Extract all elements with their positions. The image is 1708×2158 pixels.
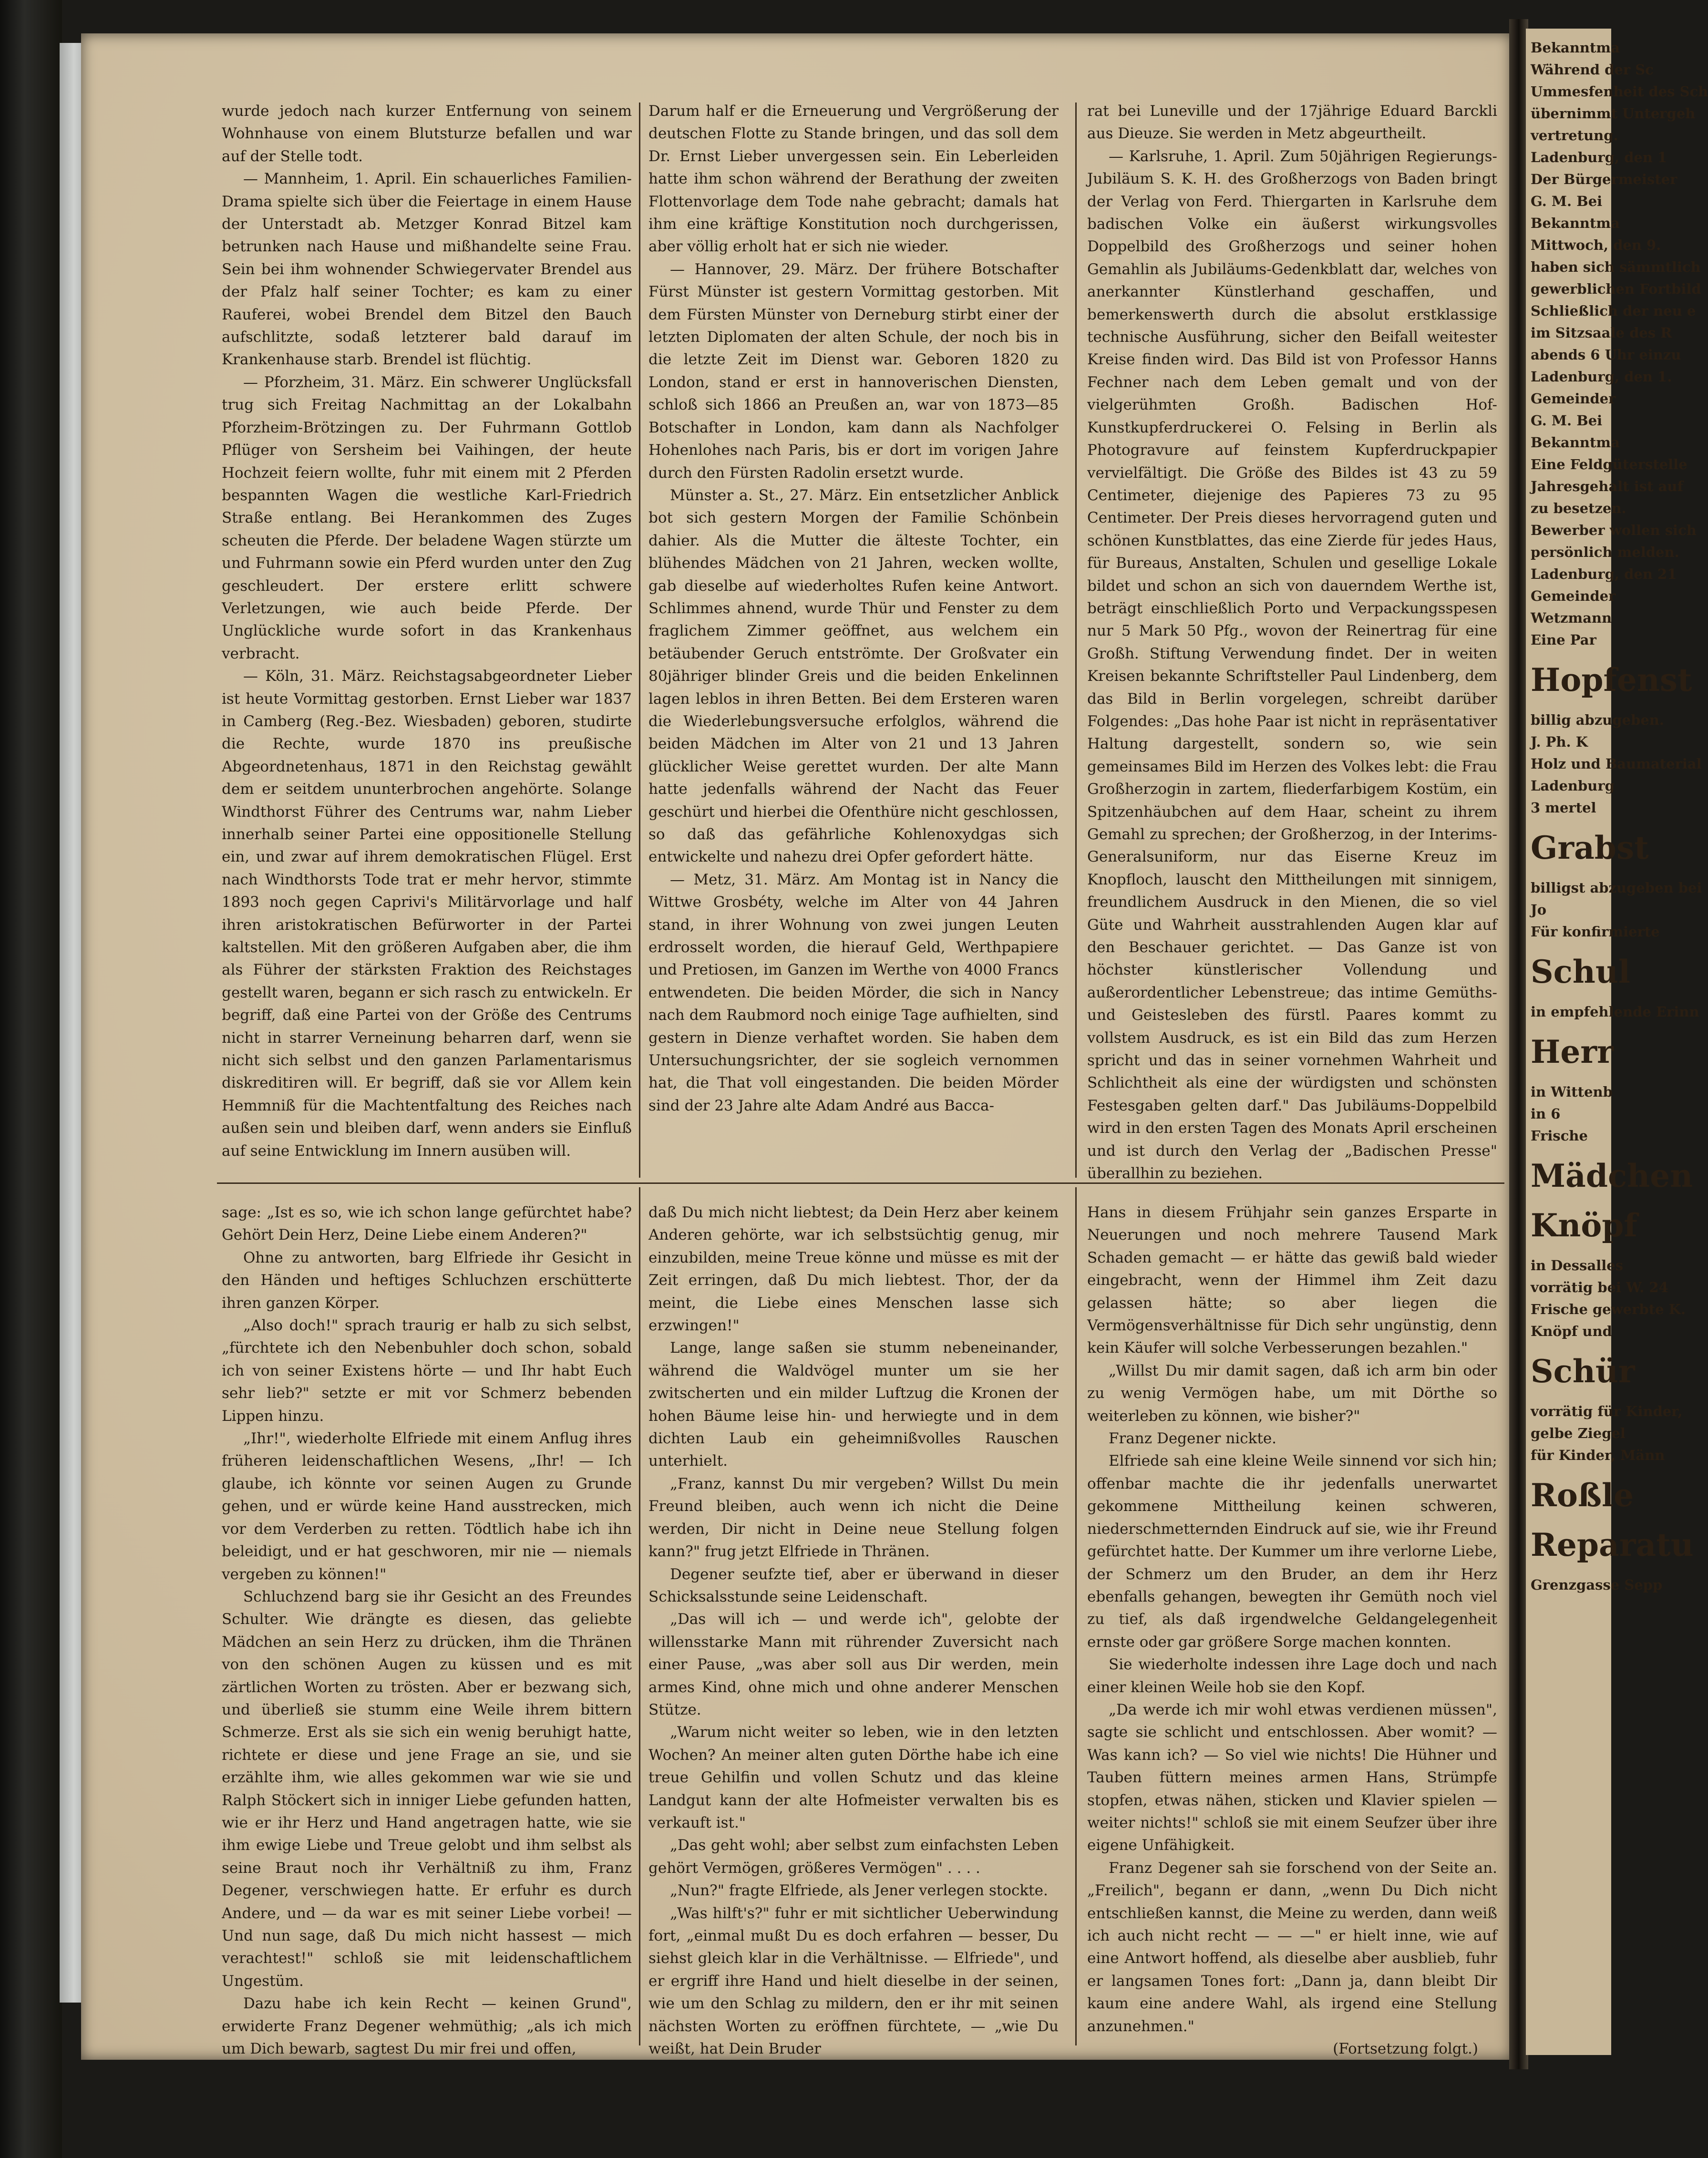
column-rule <box>639 1187 640 2045</box>
fragment-text: Eine Feldgüterstelle <box>1531 456 1687 473</box>
fragment-text: Knöpf und <box>1531 1323 1612 1339</box>
column-rule <box>1075 1187 1077 2045</box>
article-paragraph: — Pforzheim, 31. März. Ein schwerer Unglücksfall trug sich Freitag Nachmittag an der Lokalbahn Pforzheim-Brötzingen zu. Der Fuhrmann Gottlob Pflüger von Sersheim bei Vaihingen, der heute Hochzeit feiern wollte, fuhr mit einem mit 2 Pferden bespannten Wagen die westliche Karl-Friedrich Straße entlang. Bei Herankommen des Zuges scheuten die Pferde. Der beladene Wagen stürzte um und Fuhrmann sowie ein Pferd wurden unter den Zug geschleudert. Der erstere erlitt schwere Verletzungen, wie auch beide Pferde. Der Unglückliche wurde sofort in das Krankenhaus verbracht. <box>222 373 632 662</box>
fragment-text: Roßle <box>1531 1477 1634 1514</box>
fragment-text: persönlich melden. <box>1531 544 1679 560</box>
bottom-column-1 <box>222 1202 632 2058</box>
fragment-text: für Kinder, Männ <box>1531 1447 1665 1463</box>
fragment-text: Während der Sc <box>1531 62 1654 78</box>
fragment-text: vertretung. <box>1531 127 1618 144</box>
column-rule <box>639 103 640 1178</box>
fragment-text: vorrätig für Kinder, <box>1531 1403 1683 1419</box>
article-paragraph: „Da werde ich mir wohl etwas verdienen müssen", sagte sie schlicht und entschlossen. Aber womit? — Was kann ich? — So viel wie nichts! Die Hühner und Tauben füttern meines armen Hans, Strümpfe stopfen, etwas nähen, sticken und Klavier spielen — weiter nichts!" schloß sie mit einem Seufzer über ihre eigene Unfähigkeit. <box>1087 1701 1497 1854</box>
article-paragraph: wurde jedoch nach kurzer Entfernung von seinem Wohnhause von einem Blutsturze befallen und war auf der Stelle todt. <box>222 103 632 165</box>
article-paragraph: — Hannover, 29. März. Der frühere Botschafter Fürst Münster ist gestern Vormittag gestorben. Mit dem Fürsten Münster von Derneburg stirbt einer der letzten Diplomaten der alten Schule, der noch bis in die letzte Zeit im Dienst war. Geboren 1820 zu London, stand er erst in hannoverischen Diensten, schloß sich 1866 an Preußen an, war von 1873—85 Botschafter in London, kam dann als Nachfolger Hohenlohes nach Paris, bis er dort im vorigen Jahre durch den Fürsten Radolin ersetzt wurde. <box>648 260 1059 482</box>
article-paragraph: „Warum nicht weiter so leben, wie in den letzten Wochen? An meiner alten guten Dörthe habe ich eine treue Gehilfin und vollen Schutz und das kleine Landgut kann der alte Hofmeister verwalten bis es verkauft ist." <box>648 1724 1059 1831</box>
article-paragraph: Franz Degener nickte. <box>1109 1430 1277 1448</box>
article-paragraph: Dazu habe ich kein Recht — keinen Grund", erwiderte Franz Degener wehmüthig; „als ich mich um Dich bewarb, sagtest Du mir frei und offen, <box>222 1995 632 2058</box>
section-divider <box>217 1182 1504 1184</box>
fragment-text: G. M. Bei <box>1531 193 1603 209</box>
article-paragraph: „Ihr!", wiederholte Elfriede mit einem Anflug ihres früheren leidenschaftlichen Wesens, „Ihr! — Ich glaube, ich könnte vor seinen Augen zu Grunde gehen, und er würde keine Hand ausstrecken, mich vor dem Verderben zu retten. Tödtlich habe ich ihn beleidigt, und er hat geschworen, mir nie — niemals vergeben zu können!" <box>222 1430 632 1583</box>
article-paragraph: Franz Degener sah sie forschend von der Seite an. „Freilich", begann er dann, „wenn Du Dich nicht entschließen kannst, die Meine zu werden, dann weiß ich auch nicht recht — — —" er hielt inne, wie auf eine Antwort hoffend, als dieselbe aber ausblieb, fuhr er langsamen Tones fort: „Dann ja, dann bleibt Dir kaum eine andere Wahl, als irgend eine Stellung anzunehmen." <box>1087 1859 1497 2035</box>
fragment-text: Bekanntma <box>1531 40 1620 56</box>
adjacent-page-edge <box>1526 29 1708 2055</box>
article-paragraph: Sie wiederholte indessen ihre Lage doch und nach einer kleinen Weile hob sie den Kopf. <box>1087 1656 1497 1696</box>
fragment-text: Reparatu <box>1531 1526 1694 1563</box>
article-paragraph: Darum half er die Erneuerung und Vergrößerung der deutschen Flotte zu Stande bringen, und das soll dem Dr. Ernst Lieber unvergessen sein. Ein Leberleiden hatte ihm schon während der Berathung der zweiten Flottenvorlage dem Tode nahe gebracht; damals hat ihm eine kräftige Konstitution noch durchgerissen, aber völlig erholt hat er sich nie wieder. <box>648 103 1059 256</box>
column-rule <box>1075 103 1077 1178</box>
fragment-text: Bekanntma <box>1531 434 1620 451</box>
article-paragraph: — Mannheim, 1. April. Ein schauerliches Familien-Drama spielte sich über die Feiertage in einem Hause der Unterstadt ab. Metzger Konrad Bitzel kam betrunken nach Hause und mißhandelte seine Frau. Sein bei ihm wohnender Schwiegervater Brendel aus der Pfalz half seiner Tochter; es kam zu einer Rauferei, wobei Brendel dem Bitzel den Bauch aufschlitzte, sodaß letzterer bald darauf im Krankenhause starb. Brendel ist flüchtig. <box>222 170 632 369</box>
article-paragraph: — Köln, 31. März. Reichstagsabgeordneter Lieber ist heute Vormittag gestorben. Ernst Lieber war 1837 in Camberg (Reg.-Bez. Wiesbaden) geboren, studirte die Rechte, wurde 1870 ins preußische Abgeordnetenhaus, 1871 in den Reichstag gewählt dem er seitdem ununterbrochen angehörte. Solange Windthorst Führer des Centrums war, nahm Lieber innerhalb seiner Partei eine oppositionelle Stellung ein, und zwar auf ihrem demokratischen Flügel. Erst nach Windthorsts Tode trat er mehr hervor, stimmte 1893 noch gegen Caprivi's Militärvorlage und half ihren aristokratischen Befürworter in der Partei kaltstellen. Mit den größeren Aufgaben aber, die ihm als Führer der stärksten Fraktion des Reichstages gestellt waren, begann er sich rasch zu entwickeln. Er begriff, daß eine Partei von der Größe des Centrums nicht in starrer Verneinung beharren darf, wenn sie nicht sich selbst und den ganzen Parlamentarismus diskreditiren will. Er begriff, daß sie vor Allem kein Hemmniß für die Machtentfaltung des Reiches nach außen sein und bleiben darf, wenn anders sie Einfluß auf seine Entwicklung im Innern ausüben will. <box>222 668 632 1160</box>
fragment-text: Ladenburg <box>1531 778 1615 794</box>
article-paragraph: — Metz, 31. März. Am Montag ist in Nancy die Wittwe Grosbéty, welche im Alter von 44 Jahren stand, in ihrer Wohnung von zwei jungen Leuten erdrosselt worden, die hierauf Geld, Werthpapiere und Pretiosen, im Ganzen im Werthe von 4000 Francs entwendeten. Die beiden Mörder, die sich in Nancy nach dem Raubmord noch einige Tage aufhielten, sind gestern in Dienze verhaftet worden. Sie haben dem Untersuchungsrichter, der sie sogleich vernommen hat, die That voll eingestanden. Die beiden Mörder sind der 23 Jahre alte Adam André aus Bacca- <box>648 871 1059 1114</box>
fragment-text: in 6 <box>1531 1106 1561 1122</box>
fragment-text: übernimmt Untergeh <box>1531 105 1696 122</box>
article-paragraph: „Das geht wohl; aber selbst zum einfachsten Leben gehört Vermögen, größeres Vermögen" . . . . <box>648 1837 1059 1877</box>
fragment-text: Schür <box>1531 1353 1635 1390</box>
fragment-text: in Wittenb <box>1531 1084 1613 1100</box>
continuation-note: (Fortsetzung folgt.) <box>1333 2040 1478 2058</box>
article-paragraph: — Karlsruhe, 1. April. Zum 50jährigen Regierungs-Jubiläum S. K. H. des Großherzogs von Baden bringt der Verlag von Ferd. Thiergarten in Karlsruhe dem badischen Volke ein äußerst wirkungsvolles Doppelbild des Großherzogs und seiner hohen Gemahlin als Jubiläums-Gedenkblatt dar, welches von anerkannter Künstlerhand geschaffen, und bemerkenswerth durch die absolut erstklassige technische Ausführung, sicher den Beifall weitester Kreise finden wird. Das Bild ist von Professor Hanns Fechner nach dem Leben gemalt und von der vielgerühmten Großh. Badischen Hof-Kunstkupferdruckerei O. Felsing in Berlin als Photogravure auf feinstem Kupferdruckpapier vervielfältigt. Die Größe des Bildes ist 43 zu 59 Centimeter, diejenige des Papieres 73 zu 95 Centimeter. Der Preis dieses hervorragend guten und schönen Kunstblattes, das eine Zierde für jedes Haus, für Bureaus, Anstalten, Schulen und gesellige Lokale bildet und schon an sich von dauerndem Werthe ist, beträgt einschließlich Porto und Verpackungsspesen nur 5 Mark 50 Pfg., wovon der Reinertrag für eine Großh. Stiftung Verwendung findet. Der in weiten Kreisen bekannte Schriftsteller Paul Lindenberg, dem das Bild in Berlin vorgelegen, schreibt darüber Folgendes: „Das hohe Paar ist nicht in repräsentativer Haltung dargestellt, sondern so, wie sein gemeinsames Bild im Herzen des Volkes lebt: die Frau Großherzogin in zartem, fliederfarbigem Kostüm, ein Spitzenhäubchen auf dem Haar, scheint zu ihrem Gemahl zu sprechen; der Großherzog, in der Interims-Generalsuniform, nur das Eiserne Kreuz im Knopfloch, lauscht den Mittheilungen mit sinnigem, freundlichem Ausdruck in den Mienen, die so viel Güte und Wahrheit ausstrahlenden Augen klar auf den Beschauer gerichtet. — Das Ganze ist von höchster künstlerischer Vollendung und außerordentlicher Lebenstreue; das intime Gemüths- und Geistesleben des fürstl. Paares kommt zu vollstem Ausdruck, es ist ein Bild das zum Herzen spricht und das in seiner vornehmen Wahrheit und Schlichtheit als eine der würdigsten und schönsten Festesgaben gelten darf." Das Jubiläums-Doppelbild wird in den ersten Tagen des Monats April erscheinen und ist durch den Verlag der „Badischen Presse" überallhin zu beziehen. <box>1087 147 1497 1182</box>
top-column-2 <box>648 100 1059 1125</box>
article-paragraph: Lange, lange saßen sie stumm nebeneinander, während die Waldvögel munter um sie her zwitscherten und ein milder Luftzug die Kronen der hohen Bäume leise hin- und herwiegte und in dem dichten Laub ein geheimnißvolles Rauschen unterhielt. <box>648 1339 1059 1470</box>
fragment-text: billigst abzugeben bei <box>1531 880 1702 896</box>
fragment-text: Schul <box>1531 953 1630 990</box>
fragment-text: Grabst <box>1531 829 1649 866</box>
article-paragraph: Hans in diesem Frühjahr sein ganzes Ersparte in Neuerungen und noch mehrere Tausend Mark Schaden gemacht — er hätte das gewiß bald wieder eingebracht, wenn der Himmel ihm Zeit dazu gelassen hätte; so aber liegen die Vermögensverhältnisse für Dich sehr ungünstig, denn kein Käufer will solche Verbesserungen bezahlen." <box>1087 1204 1497 1357</box>
article-paragraph: „Das will ich — und werde ich", gelobte der willensstarke Mann mit rührender Zuversicht nach einer Pause, „was aber soll aus Dir werden, mein armes Kind, ohne mich und ohne anderer Menschen Stütze. <box>648 1611 1059 1718</box>
fragment-text: Ladenburg, den 1 <box>1531 149 1667 165</box>
bottom-column-2 <box>648 1202 1059 2058</box>
fragment-text: Mädchen <box>1531 1157 1693 1194</box>
fragment-text: Schließlich der neu e <box>1531 303 1696 319</box>
fragment-text: gewerblichen Fortbild <box>1531 281 1701 297</box>
fragment-text: billig abzugeben. <box>1531 712 1664 728</box>
fragment-text: in empfehlende Erinn <box>1531 1004 1699 1020</box>
article-paragraph: „Nun?" fragte Elfriede, als Jener verlegen stockte. <box>670 1882 1048 1900</box>
fragment-text: in Dessalles <box>1531 1257 1624 1274</box>
fragment-text: Ladenburg, den 1. <box>1531 369 1672 385</box>
article-paragraph: „Franz, kannst Du mir vergeben? Willst Du mein Freund bleiben, auch wenn ich nicht die Deine werden, Dir nicht in Deine neue Stellung folgen kann?" frug jetzt Elfriede in Thränen. <box>648 1475 1059 1561</box>
fragment-text: Frische <box>1531 1128 1588 1144</box>
page-gutter <box>1509 19 1528 2069</box>
fragment-text: Für konfirmierte <box>1531 924 1660 940</box>
article-paragraph: daß Du mich nicht liebtest; da Dein Herz aber keinem Anderen gehörte, war ich selbstsüchtig genug, mir einzubilden, meine Treue könne und müsse es mit der Zeit erringen, daß Du mich liebtest. Thor, der da meint, die Liebe eines Menschen lasse sich erzwingen!" <box>648 1204 1059 1335</box>
fragment-text: abends 6 Uhr einzu <box>1531 347 1681 363</box>
article-paragraph: Degener seufzte tief, aber er überwand in dieser Schicksalsstunde seine Leidenschaft. <box>648 1565 1059 1605</box>
fragment-text: 3 mertel <box>1531 800 1596 816</box>
fragment-text: vorrätig bei W. 24 <box>1531 1279 1668 1295</box>
fragment-text: Jahresgehalt ist auf <box>1531 478 1683 494</box>
adjacent-page-fragments <box>1526 29 1708 1594</box>
fragment-text: Bewerber wollen sich <box>1531 522 1697 538</box>
article-paragraph: Münster a. St., 27. März. Ein entsetzlicher Anblick bot sich gestern Morgen der Familie Schönbein dahier. Als die Mutter die älteste Tochter, ein blühendes Mädchen von 21 Jahren, wecken wollte, gab dieselbe auf wiederholtes Rufen keine Antwort. Schlimmes ahnend, wurde Thür und Fenster zu dem fraglichem Zimmer geöffnet, aus welchem ein betäubender Geruch entströmte. Der Großvater ein 80jähriger blinder Greis und die beiden Enkelinnen lagen leblos in ihren Betten. Bei dem Ersteren waren die Wiederlebungsversuche erfolglos, während die beiden Mädchen im Alter von 21 und 13 Jahren glücklicher Weise gerettet wurden. Der alte Mann hatte jedenfalls während der Nacht das Feuer geschürt und hierbei die Ofenthüre nicht geschlossen, so daß das gefährliche Kohlenoxydgas sich entwickelte und nahezu drei Opfer gefordert hätte. <box>648 486 1059 866</box>
bottom-column-3 <box>1087 1202 1497 2058</box>
article-paragraph: „Willst Du mir damit sagen, daß ich arm bin oder zu wenig Vermögen habe, um mit Dörthe so weiterleben zu können, wie bisher?" <box>1087 1362 1497 1425</box>
article-paragraph: „Also doch!" sprach traurig er halb zu sich selbst, „fürchtete ich den Nebenbuhler doch schon, sobald ich von seiner Existens hörte — und Ihr habt Euch sehr lieb?" setzte er mit vor Schmerz bebenden Lippen hinzu. <box>222 1317 632 1425</box>
fragment-text: Holz und Baumaterial <box>1531 756 1702 772</box>
fragment-text: G. M. Bei <box>1531 412 1603 429</box>
fragment-text: Herr <box>1531 1033 1614 1070</box>
top-column-1 <box>222 100 632 1160</box>
article-paragraph: Elfriede sah eine kleine Weile sinnend vor sich hin; offenbar machte die ihr jedenfalls unerwartet gekommene Mittheilung keinen schweren, niederschmetternden Eindruck auf sie, wie ihr Freund gefürchtet hatte. Der Kummer um ihre verlorne Liebe, der Schmerz um den Bruder, an dem ihr Herz ebenfalls gehangen, bewegten ihr Gemüth noch viel zu tief, als daß irgendwelche Geldangelegenheit ernste oder gar größere Sorge machen konnten. <box>1087 1452 1497 1651</box>
fragment-text: Eine Par <box>1531 632 1596 648</box>
fragment-text: Wetzmann <box>1531 610 1612 626</box>
article-paragraph: „Was hilft's?" fuhr er mit sichtlicher Ueberwindung fort, „einmal mußt Du es doch erfahren — besser, Du siehst gleich klar in die Verhältnisse. — Elfriede", und er ergriff ihre Hand und hielt dieselbe in der seinen, wie um den Schlag zu mildern, den er ihr mit seinen nächsten Worten zu eröffnen fürchtete, — „wie Du weißt, hat Dein Bruder <box>648 1904 1059 2058</box>
article-paragraph: Schluchzend barg sie ihr Gesicht an des Freundes Schulter. Wie drängte es diesen, das geliebte Mädchen an sein Herz zu drücken, ihm die Thränen von den schönen Augen zu küssen und es mit zärtlichen Worten zu trösten. Aber er bezwang sich, und überließ sie stumm eine Weile ihrem bittern Schmerze. Erst als sie sich ein wenig beruhigt hatte, richtete er diese und jene Frage an sie, und sie erzählte ihm, wie alles gekommen war wie sie und Ralph Stöckert sich in inniger Liebe gefunden hatten, wie er ihr Herz und Hand angetragen hatte, wie sie ihm ewige Liebe und Treue gelobt und ihm selbst als seine Braut noch ihr Verhältniß zu ihm, Franz Degener, verschwiegen hatte. Er erfuhr es durch Andere, und — da war es mit seiner Liebe vorbei! — Und nun sage, daß Du mich nicht hassest — mich verachtest!" schloß sie mit leidenschaftlichem Ungestüm. <box>222 1588 632 1990</box>
fragment-text: Knöpf <box>1531 1207 1637 1244</box>
fragment-text: Gemeinder <box>1531 390 1616 407</box>
top-column-3 <box>1087 100 1497 1182</box>
fragment-text: J. Ph. K <box>1531 734 1588 750</box>
article-paragraph: sage: „Ist es so, wie ich schon lange gefürchtet habe? Gehört Dein Herz, Deine Liebe einem Anderen?" <box>222 1204 632 1244</box>
fragment-text: Der Bürgermeister <box>1531 171 1677 187</box>
fragment-text: Ummesfenheit des Sch <box>1531 83 1708 100</box>
fragment-text: Jo <box>1531 902 1547 918</box>
article-paragraph: rat bei Luneville und der 17jährige Eduard Barckli aus Dieuze. Sie werden in Metz abgeurtheilt. <box>1087 103 1497 143</box>
book-binding <box>0 0 62 2158</box>
fragment-text: Frische gewerbte K. <box>1531 1301 1686 1317</box>
fragment-text: Mittwoch, den 9. <box>1531 237 1661 253</box>
fragment-text: Ladenburg, den 21 <box>1531 566 1677 582</box>
fragment-text: im Sitzsaale des R <box>1531 325 1672 341</box>
fragment-text: Grenzgasse Sepp <box>1531 1577 1663 1593</box>
fragment-text: zu besetzen. <box>1531 500 1626 516</box>
fragment-text: haben sich sämmtlich <box>1531 259 1701 275</box>
article-paragraph: Ohne zu antworten, barg Elfriede ihr Gesicht in den Händen und heftiges Schluchzen erschütterte ihren ganzen Körper. <box>222 1249 632 1312</box>
fragment-text: gelbe Ziegel <box>1531 1425 1626 1441</box>
fragment-text: Bekanntma <box>1531 215 1620 231</box>
fragment-text: Hopfenst <box>1531 661 1692 699</box>
cover-board-edge <box>60 43 83 2003</box>
fragment-text: Gemeinder <box>1531 588 1616 604</box>
